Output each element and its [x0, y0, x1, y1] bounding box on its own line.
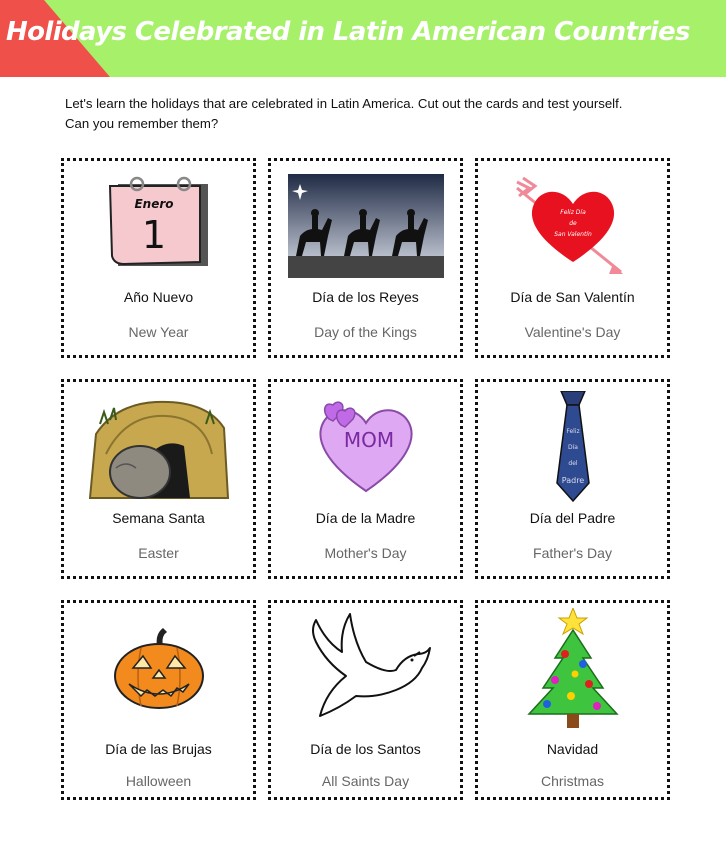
christmas-tree-icon — [478, 613, 667, 723]
card-spanish-label: Día de los Santos — [310, 741, 421, 757]
card-english-label: Mother's Day — [324, 545, 407, 561]
card-spanish-label: Día de los Reyes — [312, 289, 419, 305]
card-english-label: Easter — [138, 545, 179, 561]
card-spanish-label: Navidad — [546, 741, 599, 757]
tie-text-3: del — [567, 460, 578, 467]
card-spanish-label: Año Nuevo — [123, 289, 194, 305]
card-english-label: Christmas — [540, 773, 604, 789]
card-spanish-label: Día de la Madre — [315, 510, 416, 526]
holiday-card-dia-de-las-brujas — [61, 600, 256, 800]
calendar-month: Enero — [133, 197, 174, 211]
page-title: Holidays Celebrated in Latin American Countries — [6, 17, 690, 47]
card-spanish-label: Día de las Brujas — [105, 741, 212, 757]
title-banner — [0, 0, 726, 77]
tie-text-2: Día — [567, 444, 578, 451]
heart-text-line-3: San Valentín — [553, 231, 592, 238]
holiday-card-dia-de-los-santos — [268, 600, 463, 800]
holiday-card-semana-santa — [61, 379, 256, 579]
card-english-label: Valentine's Day — [524, 324, 621, 340]
holiday-card-dia-de-los-reyes — [268, 158, 463, 358]
card-spanish-label: Día del Padre — [529, 510, 616, 526]
intro-line-2: Can you remember them? — [65, 116, 219, 131]
intro-line-1: Let's learn the holidays that are celebrated in Latin America. Cut out the cards and test yourself. — [65, 96, 623, 111]
heart-text-line-2: de — [568, 220, 577, 227]
intro-text — [65, 94, 705, 134]
card-english-label: Halloween — [125, 773, 192, 789]
jack-o-lantern-icon — [64, 613, 253, 723]
tie-text-1: Feliz — [565, 428, 580, 435]
holiday-card-navidad — [475, 600, 670, 800]
tie-text-4: Padre — [561, 476, 584, 485]
card-english-label: Day of the Kings — [314, 324, 417, 340]
card-english-label: New Year — [128, 324, 189, 340]
necktie-icon — [478, 392, 667, 502]
card-english-label: Father's Day — [533, 545, 612, 561]
holiday-card-dia-del-padre — [475, 379, 670, 579]
calendar-day: 1 — [141, 213, 166, 257]
holiday-card-ano-nuevo — [61, 158, 256, 358]
tomb-icon — [64, 392, 253, 502]
card-spanish-label: Día de San Valentín — [510, 289, 635, 305]
card-english-label: All Saints Day — [321, 773, 410, 789]
holiday-card-dia-de-la-madre — [268, 379, 463, 579]
three-kings-camels-icon — [271, 171, 460, 281]
dove-icon — [271, 613, 460, 723]
heart-arrow-icon — [478, 171, 667, 281]
heart-text: MOM — [343, 428, 394, 452]
card-spanish-label: Semana Santa — [112, 510, 205, 526]
calendar-icon — [64, 171, 253, 281]
mom-heart-icon — [271, 392, 460, 502]
holiday-card-dia-de-san-valentin — [475, 158, 670, 358]
heart-text-line-1: Feliz Día — [559, 209, 586, 216]
